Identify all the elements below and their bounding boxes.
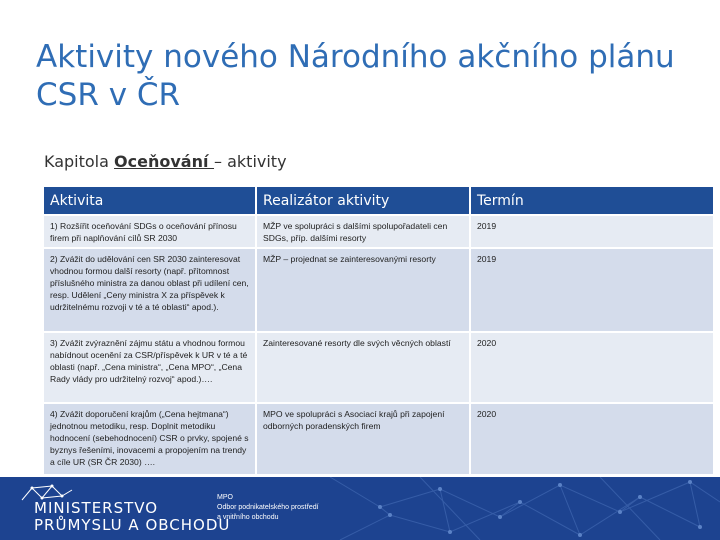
mpo-line-3: a vnitřního obchodu xyxy=(217,514,279,521)
slide-title: Aktivity nového Národního akčního plánu CSR v ČR xyxy=(36,39,675,113)
subtitle-prefix: Kapitola xyxy=(44,152,115,171)
subtitle-suffix: – aktivity xyxy=(214,152,287,171)
table-row xyxy=(44,332,714,403)
implementer-cell: MŽP ve spolupráci s dalšími spolupořadateli cen SDGs, příp. dalšími resorty xyxy=(256,215,470,248)
table-header-row xyxy=(44,187,714,215)
mpo-line-1: MPO xyxy=(217,494,233,501)
header-activity: Aktivita xyxy=(44,187,256,215)
subtitle-emphasis: Oceňování xyxy=(114,152,215,171)
implementer-cell: MŽP – projednat se zainteresovanými resorty xyxy=(256,248,470,332)
department-info xyxy=(217,493,319,523)
term-cell: 2019 xyxy=(470,248,714,332)
activities-table xyxy=(44,187,715,474)
logo-line-2: PRŮMYSLU A OBCHODU xyxy=(34,516,231,534)
implementer-cell: Zainteresované resorty dle svých věcných oblastí xyxy=(256,332,470,403)
implementer-cell: MPO ve spolupráci s Asociací krajů při zapojení odborných poradenských firem xyxy=(256,403,470,474)
activity-cell: 1) Rozšířit oceňování SDGs o oceňování přínosu firem při naplňování cílů SR 2030 xyxy=(44,215,256,248)
activity-cell: 4) Zvážit doporučení krajům („Cena hejtmana“) jednotnou metodiku, resp. Doplnit metodiku hodnocení (sebehodnocení) CSR o prvky, spojené s byznys řešeními, inovacemi a propojením na trendy a cíle UR (SR ČR 2030) …. xyxy=(44,403,256,474)
table-row xyxy=(44,215,714,248)
term-cell: 2020 xyxy=(470,332,714,403)
ministry-logo xyxy=(34,500,230,534)
term-cell: 2019 xyxy=(470,215,714,248)
table-row xyxy=(44,403,714,474)
table-row xyxy=(44,248,714,332)
activity-cell: 3) Zvážit zvýraznění zájmu státu a vhodnou formou nabídnout ocenění za CSR/příspěvek k UR v té a té oblasti (např. „Cena ministra“, „Cena MPO“, „Cena Rady vlády pro udržitelný rozvoj“ apod.)…. xyxy=(44,332,256,403)
activity-cell: 2) Zvážit do udělování cen SR 2030 zainteresovat vhodnou formou další resorty (např. přítomnost příslušného ministra za danou oblast při udílení cen, resp. Udělení „Ceny ministra X za příspěvek k udržitelnému rozvoji v té a té oblasti“ apod.). xyxy=(44,248,256,332)
slide-subtitle xyxy=(44,152,287,171)
header-term: Termín xyxy=(470,187,714,215)
header-implementer: Realizátor aktivity xyxy=(256,187,470,215)
term-cell: 2020 xyxy=(470,403,714,474)
logo-line-1: MINISTERSTVO xyxy=(34,499,159,517)
mpo-line-2: Odbor podnikatelského prostředí xyxy=(217,504,319,511)
